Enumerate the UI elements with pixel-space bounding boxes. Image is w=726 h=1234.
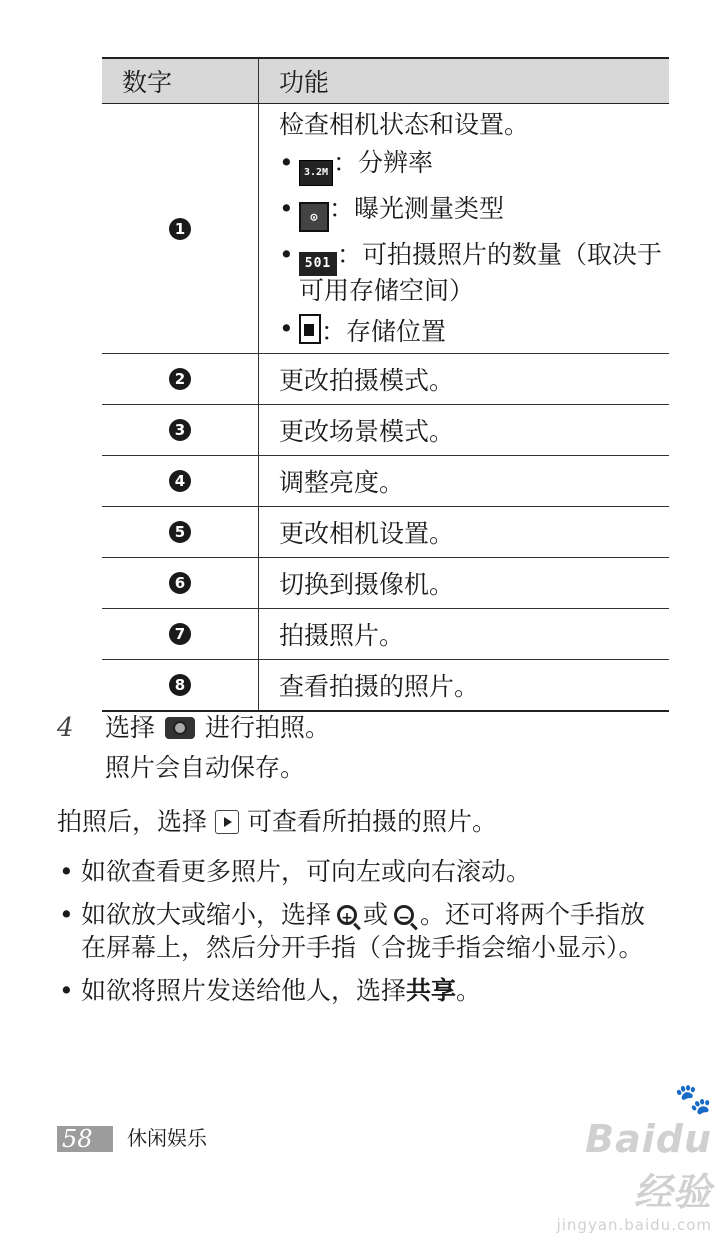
table-row <box>102 609 669 660</box>
circled-number: 7 <box>169 623 191 645</box>
list-item: • 如欲将照片发送给他人，选择共享。 <box>57 974 667 1007</box>
circled-number: 5 <box>169 521 191 543</box>
table-row <box>102 405 669 456</box>
table-row <box>102 354 669 405</box>
status-item-resolution: • 3.2M ：分辨率 <box>279 148 669 186</box>
photo-count-icon: 501 <box>299 252 337 276</box>
row-text: 更改拍摄模式。 <box>259 354 670 405</box>
play-icon <box>215 810 239 834</box>
row-text: 查看拍摄的照片。 <box>259 660 670 712</box>
status-item-count: • 501 ：可拍摄照片的数量（取决于可用存储空间） <box>279 240 669 306</box>
exposure-meter-icon: ⊙ <box>299 202 329 232</box>
row-text: 更改相机设置。 <box>259 507 670 558</box>
status-item-storage: • ：存储位置 <box>279 314 669 347</box>
camera-icon <box>165 717 195 739</box>
section-title: 休闲娱乐 <box>127 1126 207 1150</box>
list-item: • 如欲查看更多照片，可向左或向右滚动。 <box>57 855 667 888</box>
circled-number: 3 <box>169 419 191 441</box>
table-row <box>102 456 669 507</box>
step-number: 4 <box>57 713 74 743</box>
circled-number: 8 <box>169 674 191 696</box>
function-table <box>102 57 669 712</box>
table-row <box>102 660 669 712</box>
share-label: 共享 <box>406 976 457 1005</box>
circled-number: 1 <box>169 218 191 240</box>
row-text: 切换到摄像机。 <box>259 558 670 609</box>
table-row <box>102 558 669 609</box>
circled-number: 2 <box>169 368 191 390</box>
tips-list <box>57 845 667 1007</box>
zoom-in-icon: + <box>337 905 357 925</box>
table-row <box>102 104 669 354</box>
row-text: 调整亮度。 <box>259 456 670 507</box>
page-footer <box>57 1122 207 1152</box>
resolution-icon: 3.2M <box>299 160 333 186</box>
table-row <box>102 507 669 558</box>
row-text: 拍摄照片。 <box>259 609 670 660</box>
watermark-brand: Baidu 经验 <box>585 1117 712 1214</box>
row-text: 检查相机状态和设置。 <box>279 110 530 139</box>
header-function: 功能 <box>259 58 670 104</box>
status-item-exposure: • ⊙ ：曝光测量类型 <box>279 194 669 232</box>
watermark <box>532 1082 712 1234</box>
header-number: 数字 <box>102 58 259 104</box>
page-number: 58 <box>57 1126 113 1152</box>
step-line-1: 选择 进行拍照。 <box>105 713 331 742</box>
step-line-2: 照片会自动保存。 <box>105 753 306 782</box>
circled-number: 6 <box>169 572 191 594</box>
row-text: 更改场景模式。 <box>259 405 670 456</box>
zoom-out-icon: − <box>394 905 414 925</box>
paw-icon: 🐾 <box>674 1082 712 1117</box>
circled-number: 4 <box>169 470 191 492</box>
view-photo-paragraph: 拍照后，选择 可查看所拍摄的照片。 <box>57 807 498 836</box>
watermark-url: jingyan.baidu.com <box>556 1216 712 1234</box>
storage-icon <box>299 314 321 344</box>
table-header-row <box>102 58 669 104</box>
list-item: • 如欲放大或缩小，选择 + 或 − 。还可将两个手指放在屏幕上，然后分开手指（合拢手指会缩小显示）。 <box>57 898 667 964</box>
